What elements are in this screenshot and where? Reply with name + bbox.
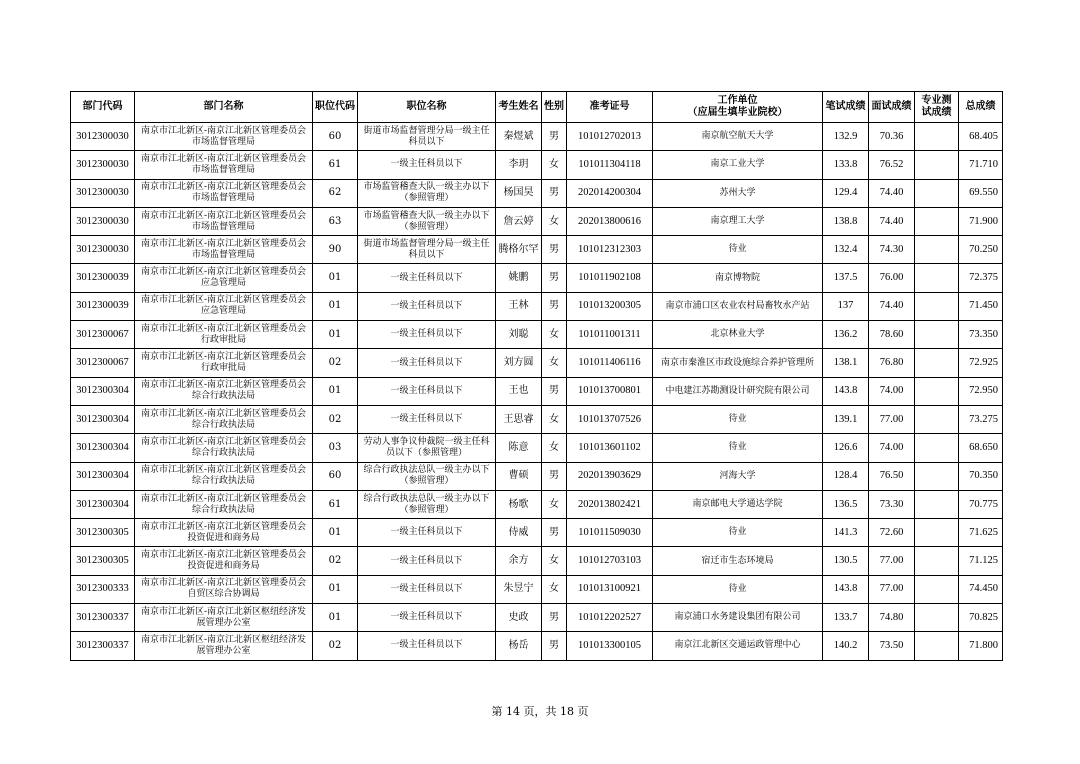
cell-exam-id: 101013700801	[567, 377, 653, 405]
cell-dept-name: 南京市江北新区-南京江北新区管理委员会市场监督管理局	[135, 179, 313, 207]
cell-gender: 女	[542, 405, 567, 433]
cell-total-score: 70.825	[959, 604, 1003, 632]
cell-gender: 男	[542, 519, 567, 547]
table-row	[71, 632, 1003, 660]
header-dept-code: 部门代码	[71, 92, 135, 123]
cell-dept-code: 3012300337	[71, 632, 135, 660]
cell-dept-code: 3012300039	[71, 292, 135, 320]
cell-exam-id: 101013601102	[567, 434, 653, 462]
table-row	[71, 547, 1003, 575]
cell-professional-test-score	[915, 462, 959, 490]
cell-dept-code: 3012300030	[71, 207, 135, 235]
cell-position-code: 60	[313, 123, 358, 151]
table-row	[71, 321, 1003, 349]
header-written-score: 笔试成绩	[823, 92, 869, 123]
cell-professional-test-score	[915, 434, 959, 462]
cell-gender: 女	[542, 575, 567, 603]
cell-position-name: 一级主任科员以下	[358, 321, 496, 349]
header-total-score: 总成绩	[959, 92, 1003, 123]
cell-position-code: 01	[313, 575, 358, 603]
cell-interview-score: 76.00	[869, 264, 915, 292]
cell-professional-test-score	[915, 377, 959, 405]
cell-interview-score: 72.60	[869, 519, 915, 547]
cell-position-code: 02	[313, 632, 358, 660]
table-row	[71, 462, 1003, 490]
cell-work-unit: 宿迁市生态环境局	[653, 547, 823, 575]
cell-position-name: 一级主任科员以下	[358, 575, 496, 603]
cell-gender: 男	[542, 264, 567, 292]
cell-dept-name: 南京市江北新区-南京江北新区管理委员会市场监督管理局	[135, 236, 313, 264]
cell-interview-score: 73.50	[869, 632, 915, 660]
cell-interview-score: 76.80	[869, 349, 915, 377]
cell-dept-code: 3012300067	[71, 321, 135, 349]
cell-professional-test-score	[915, 123, 959, 151]
cell-position-code: 01	[313, 321, 358, 349]
cell-position-code: 01	[313, 604, 358, 632]
cell-exam-id: 101012703103	[567, 547, 653, 575]
cell-candidate-name: 杨国昊	[496, 179, 542, 207]
header-position-code: 职位代码	[313, 92, 358, 123]
header-interview-score: 面试成绩	[869, 92, 915, 123]
cell-professional-test-score	[915, 207, 959, 235]
cell-written-score: 143.8	[823, 377, 869, 405]
cell-work-unit: 南京浦口水务建设集团有限公司	[653, 604, 823, 632]
cell-written-score: 136.5	[823, 490, 869, 518]
table-row	[71, 405, 1003, 433]
cell-position-name: 市场监管稽查大队一级主办以下（参照管理）	[358, 179, 496, 207]
cell-position-code: 61	[313, 151, 358, 179]
cell-interview-score: 70.36	[869, 123, 915, 151]
cell-written-score: 130.5	[823, 547, 869, 575]
cell-interview-score: 73.30	[869, 490, 915, 518]
cell-interview-score: 74.40	[869, 179, 915, 207]
cell-candidate-name: 詹云婷	[496, 207, 542, 235]
cell-written-score: 126.6	[823, 434, 869, 462]
cell-gender: 女	[542, 207, 567, 235]
cell-professional-test-score	[915, 236, 959, 264]
cell-written-score: 137.5	[823, 264, 869, 292]
cell-gender: 男	[542, 292, 567, 320]
cell-work-unit: 待业	[653, 519, 823, 547]
cell-dept-name: 南京市江北新区-南京江北新区枢纽经济发展管理办公室	[135, 632, 313, 660]
cell-work-unit: 河海大学	[653, 462, 823, 490]
cell-gender: 男	[542, 236, 567, 264]
cell-position-code: 02	[313, 405, 358, 433]
cell-interview-score: 74.00	[869, 434, 915, 462]
cell-written-score: 132.4	[823, 236, 869, 264]
cell-professional-test-score	[915, 179, 959, 207]
cell-position-name: 一级主任科员以下	[358, 547, 496, 575]
cell-dept-code: 3012300304	[71, 434, 135, 462]
cell-candidate-name: 刘方圆	[496, 349, 542, 377]
cell-dept-name: 南京市江北新区-南京江北新区管理委员会行政审批局	[135, 321, 313, 349]
table-row	[71, 236, 1003, 264]
cell-total-score: 73.275	[959, 405, 1003, 433]
cell-total-score: 71.800	[959, 632, 1003, 660]
cell-candidate-name: 秦煜斌	[496, 123, 542, 151]
cell-dept-name: 南京市江北新区-南京江北新区管理委员会应急管理局	[135, 292, 313, 320]
header-exam-id: 准考证号	[567, 92, 653, 123]
table-row	[71, 179, 1003, 207]
cell-dept-code: 3012300333	[71, 575, 135, 603]
cell-dept-name: 南京市江北新区-南京江北新区管理委员会综合行政执法局	[135, 405, 313, 433]
cell-gender: 女	[542, 151, 567, 179]
cell-written-score: 133.8	[823, 151, 869, 179]
table-row	[71, 490, 1003, 518]
cell-written-score: 128.4	[823, 462, 869, 490]
cell-gender: 男	[542, 632, 567, 660]
cell-total-score: 68.405	[959, 123, 1003, 151]
cell-position-name: 综合行政执法总队一级主办以下（参照管理）	[358, 462, 496, 490]
cell-exam-id: 101011406116	[567, 349, 653, 377]
cell-gender: 男	[542, 377, 567, 405]
cell-dept-code: 3012300337	[71, 604, 135, 632]
header-work-unit: 工作单位 （应届生填毕业院校）	[653, 92, 823, 123]
cell-candidate-name: 杨歌	[496, 490, 542, 518]
cell-professional-test-score	[915, 405, 959, 433]
cell-professional-test-score	[915, 321, 959, 349]
cell-interview-score: 77.00	[869, 575, 915, 603]
cell-exam-id: 101012312303	[567, 236, 653, 264]
cell-work-unit: 南京工业大学	[653, 151, 823, 179]
cell-position-code: 62	[313, 179, 358, 207]
cell-candidate-name: 朱昱宁	[496, 575, 542, 603]
cell-total-score: 69.550	[959, 179, 1003, 207]
cell-position-name: 一级主任科员以下	[358, 519, 496, 547]
cell-dept-name: 南京市江北新区-南京江北新区管理委员会行政审批局	[135, 349, 313, 377]
cell-position-code: 63	[313, 207, 358, 235]
cell-total-score: 72.950	[959, 377, 1003, 405]
cell-total-score: 72.925	[959, 349, 1003, 377]
cell-work-unit: 苏州大学	[653, 179, 823, 207]
cell-candidate-name: 李玥	[496, 151, 542, 179]
cell-work-unit: 南京航空航天大学	[653, 123, 823, 151]
cell-written-score: 141.3	[823, 519, 869, 547]
cell-work-unit: 南京理工大学	[653, 207, 823, 235]
cell-position-name: 一级主任科员以下	[358, 264, 496, 292]
cell-gender: 女	[542, 490, 567, 518]
cell-written-score: 143.8	[823, 575, 869, 603]
cell-gender: 男	[542, 123, 567, 151]
cell-position-code: 02	[313, 547, 358, 575]
cell-work-unit: 南京市浦口区农业农村局畜牧水产站	[653, 292, 823, 320]
cell-written-score: 137	[823, 292, 869, 320]
cell-dept-code: 3012300305	[71, 519, 135, 547]
cell-work-unit: 中电建江苏勘测设计研究院有限公司	[653, 377, 823, 405]
cell-dept-code: 3012300067	[71, 349, 135, 377]
cell-interview-score: 74.40	[869, 207, 915, 235]
cell-dept-name: 南京市江北新区-南京江北新区管理委员会市场监督管理局	[135, 151, 313, 179]
page-footer: 第 14 页，共 18 页	[491, 705, 589, 718]
cell-position-code: 90	[313, 236, 358, 264]
cell-candidate-name: 刘聪	[496, 321, 542, 349]
table-row	[71, 519, 1003, 547]
cell-exam-id: 101012202527	[567, 604, 653, 632]
cell-gender: 男	[542, 462, 567, 490]
cell-exam-id: 101011001311	[567, 321, 653, 349]
cell-dept-code: 3012300304	[71, 490, 135, 518]
cell-candidate-name: 王思睿	[496, 405, 542, 433]
cell-candidate-name: 姚鹏	[496, 264, 542, 292]
cell-work-unit: 待业	[653, 236, 823, 264]
cell-position-code: 02	[313, 349, 358, 377]
cell-candidate-name: 王林	[496, 292, 542, 320]
table-body	[71, 123, 1003, 661]
cell-written-score: 140.2	[823, 632, 869, 660]
cell-position-name: 一级主任科员以下	[358, 405, 496, 433]
cell-gender: 女	[542, 321, 567, 349]
cell-professional-test-score	[915, 604, 959, 632]
cell-position-code: 03	[313, 434, 358, 462]
cell-professional-test-score	[915, 519, 959, 547]
cell-exam-id: 101011902108	[567, 264, 653, 292]
cell-professional-test-score	[915, 547, 959, 575]
cell-work-unit: 待业	[653, 575, 823, 603]
cell-interview-score: 74.40	[869, 292, 915, 320]
cell-position-code: 01	[313, 377, 358, 405]
cell-professional-test-score	[915, 264, 959, 292]
cell-professional-test-score	[915, 632, 959, 660]
cell-professional-test-score	[915, 575, 959, 603]
cell-dept-name: 南京市江北新区-南京江北新区管理委员会综合行政执法局	[135, 434, 313, 462]
cell-gender: 男	[542, 179, 567, 207]
cell-interview-score: 77.00	[869, 547, 915, 575]
cell-written-score: 138.8	[823, 207, 869, 235]
cell-total-score: 68.650	[959, 434, 1003, 462]
cell-work-unit: 南京市秦淮区市政设施综合养护管理所	[653, 349, 823, 377]
cell-interview-score: 74.80	[869, 604, 915, 632]
cell-dept-code: 3012300030	[71, 151, 135, 179]
cell-total-score: 70.775	[959, 490, 1003, 518]
cell-total-score: 74.450	[959, 575, 1003, 603]
cell-exam-id: 202013903629	[567, 462, 653, 490]
cell-total-score: 71.450	[959, 292, 1003, 320]
cell-interview-score: 74.30	[869, 236, 915, 264]
cell-position-name: 一级主任科员以下	[358, 292, 496, 320]
cell-written-score: 138.1	[823, 349, 869, 377]
cell-dept-name: 南京市江北新区-南京江北新区管理委员会投资促进和商务局	[135, 519, 313, 547]
cell-position-name: 街道市场监督管理分局一级主任科员以下	[358, 236, 496, 264]
cell-professional-test-score	[915, 292, 959, 320]
cell-total-score: 70.350	[959, 462, 1003, 490]
cell-professional-test-score	[915, 490, 959, 518]
cell-professional-test-score	[915, 349, 959, 377]
table-row	[71, 349, 1003, 377]
cell-work-unit: 南京博物院	[653, 264, 823, 292]
cell-total-score: 71.625	[959, 519, 1003, 547]
cell-dept-name: 南京市江北新区-南京江北新区管理委员会综合行政执法局	[135, 462, 313, 490]
cell-dept-code: 3012300030	[71, 236, 135, 264]
cell-exam-id: 101013707526	[567, 405, 653, 433]
cell-dept-name: 南京市江北新区-南京江北新区管理委员会投资促进和商务局	[135, 547, 313, 575]
cell-candidate-name: 杨岳	[496, 632, 542, 660]
cell-professional-test-score	[915, 151, 959, 179]
cell-position-code: 01	[313, 264, 358, 292]
cell-total-score: 71.125	[959, 547, 1003, 575]
cell-dept-name: 南京市江北新区-南京江北新区管理委员会市场监督管理局	[135, 207, 313, 235]
cell-exam-id: 101011509030	[567, 519, 653, 547]
header-candidate-name: 考生姓名	[496, 92, 542, 123]
cell-work-unit: 南京江北新区交通运政管理中心	[653, 632, 823, 660]
cell-total-score: 73.350	[959, 321, 1003, 349]
cell-position-name: 一级主任科员以下	[358, 349, 496, 377]
cell-position-code: 61	[313, 490, 358, 518]
cell-dept-name: 南京市江北新区-南京江北新区管理委员会市场监督管理局	[135, 123, 313, 151]
cell-interview-score: 74.00	[869, 377, 915, 405]
cell-written-score: 129.4	[823, 179, 869, 207]
cell-work-unit: 南京邮电大学通达学院	[653, 490, 823, 518]
cell-total-score: 71.900	[959, 207, 1003, 235]
cell-work-unit: 待业	[653, 405, 823, 433]
cell-interview-score: 78.60	[869, 321, 915, 349]
cell-written-score: 139.1	[823, 405, 869, 433]
table-row	[71, 575, 1003, 603]
cell-dept-code: 3012300304	[71, 462, 135, 490]
cell-exam-id: 101013300105	[567, 632, 653, 660]
cell-position-code: 01	[313, 292, 358, 320]
cell-position-name: 一级主任科员以下	[358, 377, 496, 405]
table-header-row	[71, 92, 1003, 123]
header-gender: 性别	[542, 92, 567, 123]
table-row	[71, 377, 1003, 405]
cell-dept-name: 南京市江北新区-南京江北新区管理委员会应急管理局	[135, 264, 313, 292]
score-table	[70, 91, 1003, 661]
cell-exam-id: 101013100921	[567, 575, 653, 603]
cell-dept-code: 3012300030	[71, 123, 135, 151]
cell-dept-code: 3012300304	[71, 377, 135, 405]
table-row	[71, 434, 1003, 462]
cell-gender: 女	[542, 547, 567, 575]
table-row	[71, 123, 1003, 151]
cell-position-name: 一级主任科员以下	[358, 151, 496, 179]
cell-candidate-name: 陈意	[496, 434, 542, 462]
cell-exam-id: 202013800616	[567, 207, 653, 235]
table-row	[71, 264, 1003, 292]
cell-written-score: 132.9	[823, 123, 869, 151]
cell-total-score: 71.710	[959, 151, 1003, 179]
cell-position-code: 60	[313, 462, 358, 490]
cell-candidate-name: 余方	[496, 547, 542, 575]
cell-candidate-name: 王也	[496, 377, 542, 405]
cell-dept-code: 3012300030	[71, 179, 135, 207]
cell-dept-code: 3012300039	[71, 264, 135, 292]
cell-interview-score: 76.52	[869, 151, 915, 179]
cell-gender: 男	[542, 604, 567, 632]
header-professional-test-score: 专业测试成绩	[915, 92, 959, 123]
cell-dept-code: 3012300305	[71, 547, 135, 575]
cell-dept-name: 南京市江北新区-南京江北新区管理委员会自贸区综合协调局	[135, 575, 313, 603]
table-row	[71, 292, 1003, 320]
table-row	[71, 604, 1003, 632]
cell-position-name: 市场监管稽查大队一级主办以下（参照管理）	[358, 207, 496, 235]
cell-written-score: 136.2	[823, 321, 869, 349]
cell-exam-id: 101011304118	[567, 151, 653, 179]
cell-work-unit: 北京林业大学	[653, 321, 823, 349]
cell-dept-code: 3012300304	[71, 405, 135, 433]
cell-dept-name: 南京市江北新区-南京江北新区管理委员会综合行政执法局	[135, 490, 313, 518]
cell-position-name: 劳动人事争议仲裁院一级主任科员以下（参照管理）	[358, 434, 496, 462]
cell-exam-id: 101013200305	[567, 292, 653, 320]
table-row	[71, 151, 1003, 179]
cell-work-unit: 待业	[653, 434, 823, 462]
cell-dept-name: 南京市江北新区-南京江北新区枢纽经济发展管理办公室	[135, 604, 313, 632]
cell-interview-score: 77.00	[869, 405, 915, 433]
cell-position-name: 街道市场监督管理分局一级主任科员以下	[358, 123, 496, 151]
cell-gender: 女	[542, 434, 567, 462]
cell-position-name: 一级主任科员以下	[358, 604, 496, 632]
cell-total-score: 72.375	[959, 264, 1003, 292]
cell-exam-id: 101012702013	[567, 123, 653, 151]
cell-candidate-name: 腾格尔罕	[496, 236, 542, 264]
cell-dept-name: 南京市江北新区-南京江北新区管理委员会综合行政执法局	[135, 377, 313, 405]
cell-position-name: 一级主任科员以下	[358, 632, 496, 660]
header-dept-name: 部门名称	[135, 92, 313, 123]
cell-exam-id: 202014200304	[567, 179, 653, 207]
cell-total-score: 70.250	[959, 236, 1003, 264]
cell-position-name: 综合行政执法总队一级主办以下（参照管理）	[358, 490, 496, 518]
score-table-container	[70, 91, 1003, 661]
cell-gender: 女	[542, 349, 567, 377]
cell-interview-score: 76.50	[869, 462, 915, 490]
cell-exam-id: 202013802421	[567, 490, 653, 518]
cell-candidate-name: 侍威	[496, 519, 542, 547]
cell-candidate-name: 史政	[496, 604, 542, 632]
cell-position-code: 01	[313, 519, 358, 547]
cell-written-score: 133.7	[823, 604, 869, 632]
cell-candidate-name: 曹硕	[496, 462, 542, 490]
header-position-name: 职位名称	[358, 92, 496, 123]
table-row	[71, 207, 1003, 235]
